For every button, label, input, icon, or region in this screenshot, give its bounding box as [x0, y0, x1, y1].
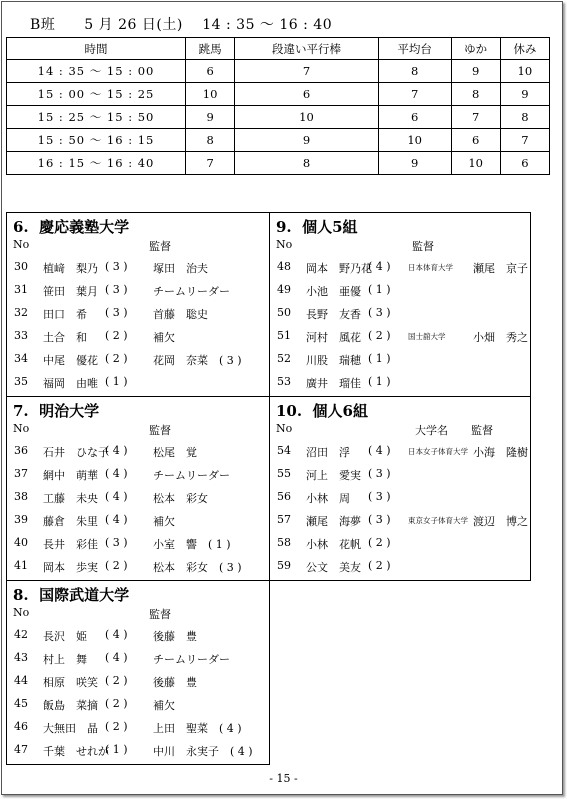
cell-time: 15 : 00 〜 15 : 25 — [7, 83, 186, 106]
note: チームリーダー — [153, 285, 230, 298]
university: 日本体育大学 — [408, 263, 453, 272]
grade: ( 3 ) — [105, 306, 128, 319]
cell: 7 — [500, 129, 549, 152]
cell: 6 — [500, 152, 549, 175]
grade: ( 3 ) — [105, 260, 128, 273]
entry-number: 48 — [277, 260, 291, 273]
entry-number: 31 — [14, 283, 28, 296]
athlete-name: 長野 友香 — [306, 308, 361, 321]
group-meiji — [6, 396, 270, 581]
list-item — [7, 467, 269, 489]
cell: 8 — [378, 60, 451, 83]
list-item — [7, 674, 269, 696]
list-item — [270, 513, 530, 535]
athlete-name: 工藤 未央 — [43, 492, 98, 505]
group-kokusai-budo — [6, 580, 270, 765]
table-row — [7, 129, 550, 152]
entry-number: 51 — [277, 329, 291, 342]
entry-number: 40 — [14, 536, 28, 549]
cell: 9 — [235, 129, 379, 152]
group-individual-6 — [269, 396, 531, 581]
athlete-name: 沼田 浮 — [306, 446, 350, 459]
entry-number: 34 — [14, 352, 28, 365]
athlete-name: 小池 亜優 — [306, 285, 361, 298]
grade: ( 1 ) — [105, 743, 128, 756]
entry-number: 53 — [277, 375, 291, 388]
group-title: 8. 国際武道大学 — [13, 586, 130, 604]
entry-number: 52 — [277, 352, 291, 365]
note: チームリーダー — [153, 469, 230, 482]
athlete-name: 岡本 歩実 — [43, 561, 98, 574]
no-header: No — [276, 238, 293, 251]
cell-time: 15 : 50 〜 16 : 15 — [7, 129, 186, 152]
list-item — [7, 329, 269, 351]
entry-number: 44 — [14, 674, 28, 687]
note: 首藤 聡史 — [153, 308, 208, 321]
col-beam: 平均台 — [378, 38, 451, 60]
cell: 10 — [378, 129, 451, 152]
grade: ( 4 ) — [105, 651, 128, 664]
coach-name: 渡辺 博之 — [473, 515, 528, 528]
cell: 7 — [378, 83, 451, 106]
grade: ( 4 ) — [105, 467, 128, 480]
athlete-name: 千葉 せれが — [43, 745, 109, 758]
entry-number: 56 — [277, 490, 291, 503]
grade: ( 4 ) — [368, 260, 391, 273]
athlete-name: 公文 美友 — [306, 561, 361, 574]
cell-time: 15 : 25 〜 15 : 50 — [7, 106, 186, 129]
athlete-name: 河村 風花 — [306, 331, 361, 344]
list-item — [270, 375, 530, 397]
col-uneven-bars: 段違い平行棒 — [235, 38, 379, 60]
note: 補欠 — [153, 331, 175, 344]
entry-number: 55 — [277, 467, 291, 480]
grade: ( 2 ) — [105, 697, 128, 710]
note: 松尾 覚 — [153, 446, 197, 459]
grade: ( 3 ) — [368, 490, 391, 503]
schedule-header: B班 5 月 26 日(土) 14 : 35 〜 16 : 40 — [30, 17, 333, 33]
coach-name: 小畑 秀之 — [473, 331, 528, 344]
list-item — [7, 651, 269, 673]
list-item — [270, 490, 530, 512]
athlete-name: 小林 周 — [306, 492, 350, 505]
coach-header: 監督 — [471, 424, 493, 437]
grade: ( 2 ) — [368, 329, 391, 342]
list-item — [7, 720, 269, 742]
grade: ( 3 ) — [368, 467, 391, 480]
list-item — [270, 467, 530, 489]
athlete-name: 中尾 優花 — [43, 354, 98, 367]
coach-header: 監督 — [412, 240, 434, 253]
grade: ( 2 ) — [105, 352, 128, 365]
cell: 10 — [186, 83, 235, 106]
coach-name: 小海 隆樹 — [473, 446, 528, 459]
list-item — [270, 536, 530, 558]
entry-number: 50 — [277, 306, 291, 319]
note: 小室 響 ( 1 ) — [153, 538, 231, 551]
list-item — [7, 513, 269, 535]
athlete-name: 河上 愛実 — [306, 469, 361, 482]
cell: 10 — [500, 60, 549, 83]
group-title: 6. 慶応義塾大学 — [13, 218, 130, 236]
entry-number: 37 — [14, 467, 28, 480]
grade: ( 2 ) — [105, 674, 128, 687]
university-header: 大学名 — [415, 424, 448, 437]
athlete-name: 長井 彩佳 — [43, 538, 98, 551]
athlete-name: 岡本 野乃花 — [306, 262, 372, 275]
entry-number: 30 — [14, 260, 28, 273]
cell: 9 — [186, 106, 235, 129]
list-item — [7, 306, 269, 328]
entry-number: 39 — [14, 513, 28, 526]
note: 塚田 治夫 — [153, 262, 208, 275]
athlete-name: 大無田 晶 — [43, 722, 98, 735]
grade: ( 3 ) — [368, 306, 391, 319]
note: 補欠 — [153, 515, 175, 528]
athlete-name: 村上 舞 — [43, 653, 87, 666]
cell: 9 — [451, 60, 500, 83]
table-row — [7, 60, 550, 83]
list-item — [270, 260, 530, 282]
note: 後藤 豊 — [153, 676, 197, 689]
grade: ( 4 ) — [105, 444, 128, 457]
entry-number: 35 — [14, 375, 28, 388]
list-item — [7, 536, 269, 558]
note: 花岡 奈菜 ( 3 ) — [153, 354, 242, 367]
list-item — [270, 306, 530, 328]
group-title: 10. 個人6組 — [276, 402, 368, 420]
grade: ( 2 ) — [105, 559, 128, 572]
note: 中川 永実子 ( 4 ) — [153, 745, 253, 758]
list-item — [7, 628, 269, 650]
entry-number: 45 — [14, 697, 28, 710]
cell: 8 — [451, 83, 500, 106]
grade: ( 1 ) — [368, 375, 391, 388]
athlete-name: 藤倉 朱里 — [43, 515, 98, 528]
coach-header: 監督 — [149, 608, 171, 621]
no-header: No — [13, 422, 30, 435]
grade: ( 1 ) — [368, 283, 391, 296]
entry-number: 47 — [14, 743, 28, 756]
grade: ( 4 ) — [105, 490, 128, 503]
cell: 7 — [235, 60, 379, 83]
athlete-name: 田口 希 — [43, 308, 87, 321]
list-item — [7, 260, 269, 282]
list-item — [7, 697, 269, 719]
cell: 8 — [235, 152, 379, 175]
grade: ( 2 ) — [105, 329, 128, 342]
athlete-name: 植﨑 梨乃 — [43, 262, 98, 275]
group-title: 7. 明治大学 — [13, 402, 100, 420]
athlete-name: 廣井 瑠佳 — [306, 377, 361, 390]
athlete-name: 石井 ひな子 — [43, 446, 109, 459]
athlete-name: 小林 花帆 — [306, 538, 361, 551]
grade: ( 3 ) — [105, 283, 128, 296]
col-time: 時間 — [7, 38, 186, 60]
cell: 7 — [186, 152, 235, 175]
cell: 8 — [500, 106, 549, 129]
grade: ( 4 ) — [105, 513, 128, 526]
no-header: No — [276, 422, 293, 435]
university: 日本女子体育大学 — [408, 447, 468, 456]
cell: 6 — [186, 60, 235, 83]
cell-time: 16 : 15 〜 16 : 40 — [7, 152, 186, 175]
rotation-table — [6, 37, 550, 175]
coach-name: 瀬尾 京子 — [473, 262, 528, 275]
cell: 9 — [500, 83, 549, 106]
note: 松本 彩女 ( 3 ) — [153, 561, 242, 574]
list-item — [270, 352, 530, 374]
list-item — [270, 329, 530, 351]
entry-number: 58 — [277, 536, 291, 549]
cell: 6 — [235, 83, 379, 106]
table-row — [7, 106, 550, 129]
cell: 9 — [378, 152, 451, 175]
col-floor: ゆか — [451, 38, 500, 60]
cell: 6 — [378, 106, 451, 129]
athlete-name: 笹田 葉月 — [43, 285, 98, 298]
university: 国士舘大学 — [408, 332, 446, 341]
athlete-name: 飯島 菜摘 — [43, 699, 98, 712]
list-item — [7, 352, 269, 374]
list-item — [7, 283, 269, 305]
group-keio — [6, 212, 270, 397]
list-item — [270, 283, 530, 305]
list-item — [270, 444, 530, 466]
note: チームリーダー — [153, 653, 230, 666]
cell: 10 — [451, 152, 500, 175]
table-row — [7, 83, 550, 106]
cell: 8 — [186, 129, 235, 152]
cell: 7 — [451, 106, 500, 129]
athlete-name: 相原 咲笑 — [43, 676, 98, 689]
athlete-name: 網中 萌華 — [43, 469, 98, 482]
cell-time: 14 : 35 〜 15 : 00 — [7, 60, 186, 83]
grade: ( 4 ) — [368, 444, 391, 457]
entry-number: 38 — [14, 490, 28, 503]
grade: ( 2 ) — [368, 536, 391, 549]
entry-number: 46 — [14, 720, 28, 733]
grade: ( 1 ) — [105, 375, 128, 388]
entry-number: 43 — [14, 651, 28, 664]
entry-number: 49 — [277, 283, 291, 296]
entry-number: 41 — [14, 559, 28, 572]
note: 後藤 豊 — [153, 630, 197, 643]
note: 松本 彩女 — [153, 492, 208, 505]
table-row — [7, 152, 550, 175]
athlete-name: 福岡 由唯 — [43, 377, 98, 390]
group-individual-5 — [269, 212, 531, 397]
note: 上田 聖菜 ( 4 ) — [153, 722, 242, 735]
grade: ( 2 ) — [368, 559, 391, 572]
athlete-name: 瀬尾 海夢 — [306, 515, 361, 528]
university: 東京女子体育大学 — [408, 516, 468, 525]
entry-number: 57 — [277, 513, 291, 526]
entry-number: 33 — [14, 329, 28, 342]
no-header: No — [13, 606, 30, 619]
athlete-name: 土合 和 — [43, 331, 87, 344]
grade: ( 1 ) — [368, 352, 391, 365]
group-title: 9. 個人5組 — [276, 218, 358, 236]
entry-number: 42 — [14, 628, 28, 641]
list-item — [270, 559, 530, 581]
list-item — [7, 444, 269, 466]
page-number: - 15 - — [269, 772, 298, 785]
list-item — [7, 743, 269, 765]
grade: ( 2 ) — [105, 720, 128, 733]
table-header-row — [7, 38, 550, 60]
athlete-name: 川股 瑞穂 — [306, 354, 361, 367]
grade: ( 4 ) — [105, 628, 128, 641]
col-vault: 跳馬 — [186, 38, 235, 60]
list-item — [7, 490, 269, 512]
coach-header: 監督 — [149, 240, 171, 253]
col-rest: 休み — [500, 38, 549, 60]
list-item — [7, 375, 269, 397]
entry-number: 59 — [277, 559, 291, 572]
grade: ( 3 ) — [105, 536, 128, 549]
cell: 6 — [451, 129, 500, 152]
note: 補欠 — [153, 699, 175, 712]
no-header: No — [13, 238, 30, 251]
athlete-name: 長沢 姫 — [43, 630, 87, 643]
list-item — [7, 559, 269, 581]
entry-number: 36 — [14, 444, 28, 457]
entry-number: 32 — [14, 306, 28, 319]
cell: 10 — [235, 106, 379, 129]
grade: ( 3 ) — [368, 513, 391, 526]
entry-number: 54 — [277, 444, 291, 457]
coach-header: 監督 — [149, 424, 171, 437]
